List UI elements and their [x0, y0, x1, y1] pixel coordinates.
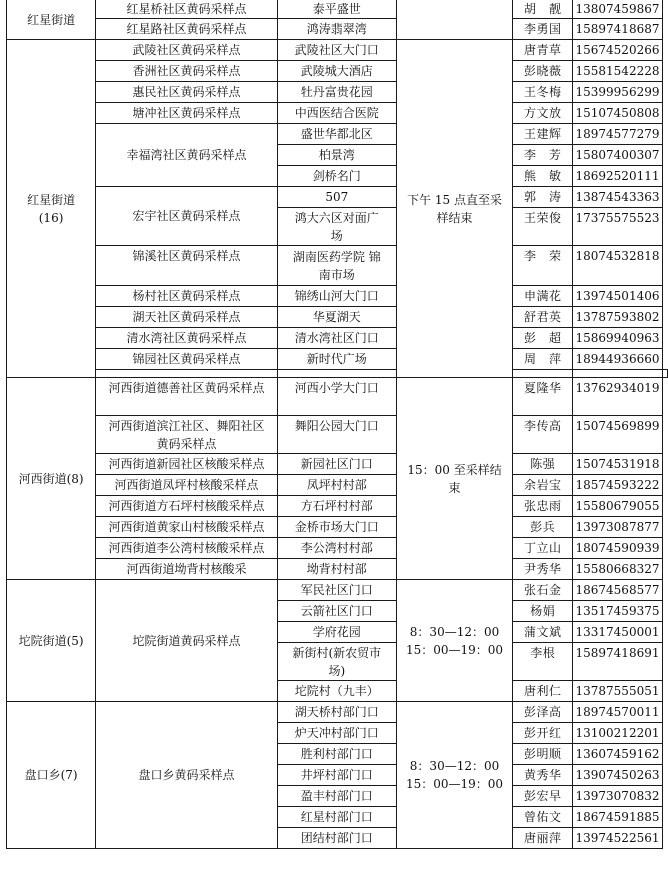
phone-cell: 13807459867 — [572, 0, 662, 19]
location-cell: 鸿涛翡翠湾 — [277, 19, 396, 40]
phone-cell: 13762934019 — [572, 378, 662, 416]
contact-name-cell: 周 萍 — [513, 349, 573, 370]
location-cell: 盛世华都北区 — [277, 124, 396, 145]
location-cell: 中西医结合医院 — [277, 103, 396, 124]
location-cell: 云箭社区门口 — [277, 601, 396, 622]
table-row — [7, 475, 668, 496]
contact-name-cell: 方文放 — [513, 103, 573, 124]
location-cell: 坨院村（九丰） — [277, 681, 396, 702]
site-cell: 红星路社区黄码采样点 — [96, 19, 278, 40]
district-cell: 红星街道 — [7, 0, 96, 40]
phone-cell: 15897418687 — [572, 19, 662, 40]
location-cell: 盈丰村部门口 — [277, 786, 396, 807]
site-cell: 惠民社区黄码采样点 — [96, 82, 278, 103]
location-cell: 锦绣山河大门口 — [277, 286, 396, 307]
table-body — [7, 0, 668, 849]
phone-cell: 13973070832 — [572, 786, 662, 807]
contact-name-cell: 唐丽萍 — [513, 828, 573, 849]
location-cell: 井坪村部门口 — [277, 765, 396, 786]
table-row — [7, 0, 668, 19]
location-cell: 新街村(新农贸市 场) — [277, 643, 396, 681]
phone-cell: 13517459375 — [572, 601, 662, 622]
phone-cell: 13973087877 — [572, 517, 662, 538]
location-cell: 湖天桥村部门口 — [277, 702, 396, 723]
phone-cell: 15580679055 — [572, 496, 662, 517]
contact-name-cell: 杨娟 — [513, 601, 573, 622]
table-row — [7, 19, 668, 40]
phone-cell: 13100212201 — [572, 723, 662, 744]
phone-cell: 13874543363 — [572, 187, 662, 208]
contact-name-cell: 王荣俊 — [513, 208, 573, 246]
district-cell: 坨院街道(5) — [7, 580, 96, 702]
site-cell: 宏宇社区黄码采样点 — [96, 187, 278, 246]
table-row — [7, 328, 668, 349]
site-cell — [96, 370, 278, 378]
district-cell: 红星街道 (16) — [7, 40, 96, 378]
table-row — [7, 307, 668, 328]
contact-name-cell: 丁立山 — [513, 538, 573, 559]
site-cell: 锦溪社区黄码采样点 — [96, 246, 278, 286]
contact-name-cell: 余岩宝 — [513, 475, 573, 496]
phone-cell: 15074569899 — [572, 416, 662, 454]
site-cell: 河西街道新园社区核酸采样点 — [96, 454, 278, 475]
cell — [663, 370, 668, 378]
phone-cell: 13607459162 — [572, 744, 662, 765]
time-cell: 15：00 至采样结 束 — [396, 378, 513, 580]
site-cell: 塘冲社区黄码采样点 — [96, 103, 278, 124]
table-row — [7, 454, 668, 475]
contact-name-cell: 王建辉 — [513, 124, 573, 145]
table-row — [7, 124, 668, 145]
phone-cell: 17375575523 — [572, 208, 662, 246]
location-cell: 金桥市场大门口 — [277, 517, 396, 538]
contact-name-cell: 申满花 — [513, 286, 573, 307]
table-row — [7, 538, 668, 559]
location-cell: 学府花园 — [277, 622, 396, 643]
contact-name-cell: 夏隆华 — [513, 378, 573, 416]
district-cell: 河西街道(8) — [7, 378, 96, 580]
time-cell: 下午 15 点直至采 样结束 — [396, 40, 513, 378]
sampling-sites-table — [6, 0, 668, 849]
phone-cell: 13787555051 — [572, 681, 662, 702]
location-cell: 河西小学大门口 — [277, 378, 396, 416]
location-cell: 牡丹富贵花园 — [277, 82, 396, 103]
phone-cell: 15581542228 — [572, 61, 662, 82]
phone-cell: 13787593802 — [572, 307, 662, 328]
contact-name-cell: 彭泽高 — [513, 702, 573, 723]
phone-cell: 15807400307 — [572, 145, 662, 166]
contact-name-cell: 尹秀华 — [513, 559, 573, 580]
phone-cell: 13907450263 — [572, 765, 662, 786]
phone-cell: 13317450001 — [572, 622, 662, 643]
contact-name-cell: 唐青草 — [513, 40, 573, 61]
contact-name-cell: 彭宏早 — [513, 786, 573, 807]
phone-cell — [572, 370, 662, 378]
location-cell: 舞阳公园大门口 — [277, 416, 396, 454]
table-row — [7, 61, 668, 82]
location-cell: 湖南医药学院 锦 南市场 — [277, 246, 396, 286]
location-cell: 新时代广场 — [277, 349, 396, 370]
contact-name-cell: 陈强 — [513, 454, 573, 475]
phone-cell: 13974522561 — [572, 828, 662, 849]
site-cell: 杨村社区黄码采样点 — [96, 286, 278, 307]
phone-cell: 15074531918 — [572, 454, 662, 475]
phone-cell: 18574593222 — [572, 475, 662, 496]
location-cell: 华夏湖天 — [277, 307, 396, 328]
contact-name-cell: 熊 敏 — [513, 166, 573, 187]
location-cell: 武陵城大酒店 — [277, 61, 396, 82]
location-cell: 团结村部门口 — [277, 828, 396, 849]
contact-name-cell: 李根 — [513, 643, 573, 681]
location-cell: 507 — [277, 187, 396, 208]
location-cell — [277, 370, 396, 378]
table-row — [7, 517, 668, 538]
table-row — [7, 416, 668, 454]
site-cell: 锦园社区黄码采样点 — [96, 349, 278, 370]
contact-name-cell: 彭晓薇 — [513, 61, 573, 82]
phone-cell: 15399956299 — [572, 82, 662, 103]
phone-cell: 15580668327 — [572, 559, 662, 580]
contact-name-cell: 彭兵 — [513, 517, 573, 538]
contact-name-cell: 李 荣 — [513, 246, 573, 286]
site-cell: 盘口乡黄码采样点 — [96, 702, 278, 849]
phone-cell: 15869940963 — [572, 328, 662, 349]
table-row — [7, 370, 668, 378]
contact-name-cell — [513, 370, 573, 378]
phone-cell: 15674520266 — [572, 40, 662, 61]
location-cell: 军民社区门口 — [277, 580, 396, 601]
location-cell: 泰平盛世 — [277, 0, 396, 19]
site-cell: 湖天社区黄码采样点 — [96, 307, 278, 328]
phone-cell: 15897418691 — [572, 643, 662, 681]
site-cell: 河西街道坳背村核酸采 — [96, 559, 278, 580]
table-row — [7, 349, 668, 370]
time-cell — [396, 0, 513, 40]
contact-name-cell: 蒲文斌 — [513, 622, 573, 643]
location-cell: 清水湾社区门口 — [277, 328, 396, 349]
table-row — [7, 40, 668, 61]
location-cell: 剑桥名门 — [277, 166, 396, 187]
site-cell: 幸福湾社区黄码采样点 — [96, 124, 278, 187]
location-cell: 方石坪村村部 — [277, 496, 396, 517]
table-row — [7, 187, 668, 208]
site-cell: 河西街道德善社区黄码采样点 — [96, 378, 278, 416]
table-row — [7, 580, 668, 601]
table-row — [7, 496, 668, 517]
site-cell: 河西街道李公湾村核酸采样点 — [96, 538, 278, 559]
phone-cell: 18674568577 — [572, 580, 662, 601]
location-cell: 新园社区门口 — [277, 454, 396, 475]
location-cell: 武陵社区大门口 — [277, 40, 396, 61]
phone-cell: 13974501406 — [572, 286, 662, 307]
table-row — [7, 103, 668, 124]
phone-cell: 18944936660 — [572, 349, 662, 370]
location-cell: 红星村部门口 — [277, 807, 396, 828]
site-cell: 河西街道方石坪村核酸采样点 — [96, 496, 278, 517]
phone-cell: 18074532818 — [572, 246, 662, 286]
contact-name-cell: 唐利仁 — [513, 681, 573, 702]
location-cell: 李公湾村村部 — [277, 538, 396, 559]
contact-name-cell: 彭明顺 — [513, 744, 573, 765]
table-row — [7, 702, 668, 723]
contact-name-cell: 郭 涛 — [513, 187, 573, 208]
site-cell: 坨院街道黄码采样点 — [96, 580, 278, 702]
contact-name-cell: 李传高 — [513, 416, 573, 454]
site-cell: 清水湾社区黄码采样点 — [96, 328, 278, 349]
contact-name-cell: 张忠雨 — [513, 496, 573, 517]
site-cell: 武陵社区黄码采样点 — [96, 40, 278, 61]
location-cell: 鸿大六区对面广 场 — [277, 208, 396, 246]
location-cell: 坳背村村部 — [277, 559, 396, 580]
table-row — [7, 559, 668, 580]
location-cell: 柏景湾 — [277, 145, 396, 166]
table-row — [7, 378, 668, 416]
site-cell: 香洲社区黄码采样点 — [96, 61, 278, 82]
site-cell: 河西街道凤坪村核酸采样点 — [96, 475, 278, 496]
location-cell: 凤坪村村部 — [277, 475, 396, 496]
site-cell: 河西街道滨江社区、舞阳社区 黄码采样点 — [96, 416, 278, 454]
phone-cell: 18674591885 — [572, 807, 662, 828]
location-cell: 胜利村部门口 — [277, 744, 396, 765]
table-row — [7, 82, 668, 103]
time-cell: 8：30—12：00 15：00—19：00 — [396, 702, 513, 849]
contact-name-cell: 彭开红 — [513, 723, 573, 744]
contact-name-cell: 李 芳 — [513, 145, 573, 166]
table-row — [7, 246, 668, 286]
phone-cell: 15107450808 — [572, 103, 662, 124]
site-cell: 河西街道黄家山村核酸采样点 — [96, 517, 278, 538]
contact-name-cell: 王冬梅 — [513, 82, 573, 103]
contact-name-cell: 胡 靓 — [513, 0, 573, 19]
district-cell: 盘口乡(7) — [7, 702, 96, 849]
contact-name-cell: 李勇国 — [513, 19, 573, 40]
location-cell: 炉天冲村部门口 — [277, 723, 396, 744]
site-cell: 红星桥社区黄码采样点 — [96, 0, 278, 19]
contact-name-cell: 曾佑文 — [513, 807, 573, 828]
contact-name-cell: 彭 超 — [513, 328, 573, 349]
contact-name-cell: 张石金 — [513, 580, 573, 601]
phone-cell: 18692520111 — [572, 166, 662, 187]
contact-name-cell: 舒君英 — [513, 307, 573, 328]
phone-cell: 18074590939 — [572, 538, 662, 559]
phone-cell: 18974570011 — [572, 702, 662, 723]
contact-name-cell: 黄秀华 — [513, 765, 573, 786]
phone-cell: 18974577279 — [572, 124, 662, 145]
time-cell: 8：30—12：00 15：00—19：00 — [396, 580, 513, 702]
table-row — [7, 286, 668, 307]
